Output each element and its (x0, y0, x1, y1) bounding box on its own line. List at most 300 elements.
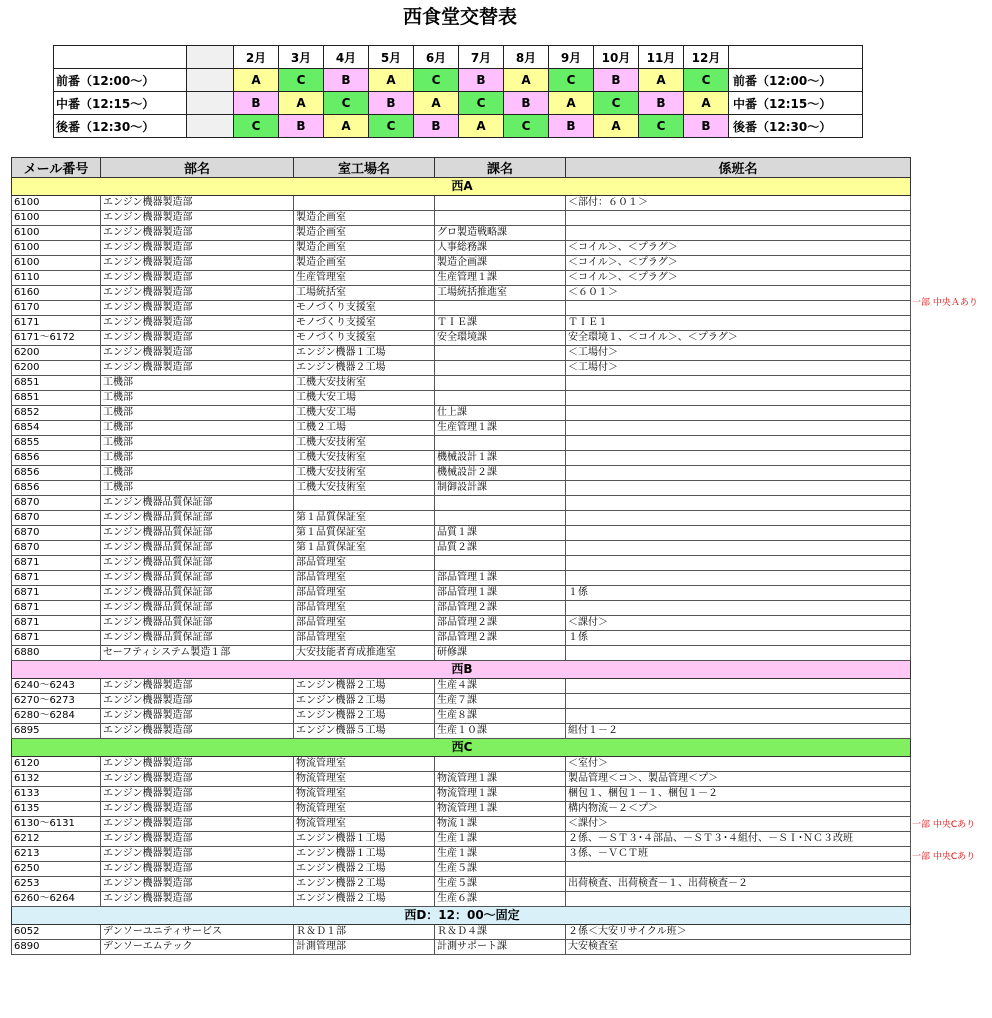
shift-group-cell: B (639, 92, 684, 115)
table-row (12, 241, 911, 256)
table-row (12, 346, 911, 361)
shift-group-cell: C (414, 69, 459, 92)
shift-group-cell: A (324, 115, 369, 138)
office-plant-cell: 製造企画室 (294, 256, 435, 271)
shift-group-cell: B (594, 69, 639, 92)
department-cell: エンジン機器製造部 (101, 211, 294, 226)
shift-group-cell: B (684, 115, 729, 138)
table-row (12, 511, 911, 526)
shift-group-cell: B (504, 92, 549, 115)
department-cell: エンジン機器製造部 (101, 757, 294, 772)
office-plant-cell: 物流管理室 (294, 772, 435, 787)
section-title: 西A (12, 178, 911, 196)
shift-group-cell: C (639, 115, 684, 138)
table-row (12, 772, 911, 787)
mail-number-cell: 6213 (12, 847, 101, 862)
section-cell (435, 361, 566, 376)
schedule-shift-row (54, 69, 863, 92)
office-plant-cell: 製造企画室 (294, 226, 435, 241)
team-cell: ＜６０１＞ (566, 286, 911, 301)
team-cell (566, 496, 911, 511)
office-plant-cell: モノづくり支援室 (294, 316, 435, 331)
table-row (12, 847, 911, 862)
section-cell (435, 196, 566, 211)
shift-group-cell: C (369, 115, 414, 138)
mail-number-cell: 6100 (12, 211, 101, 226)
section-cell: 物流１課 (435, 817, 566, 832)
shift-group-cell: C (234, 115, 279, 138)
section-cell: 部品管理２課 (435, 601, 566, 616)
table-row (12, 586, 911, 601)
team-cell: ２係＜大安リサイクル班＞ (566, 925, 911, 940)
team-cell: 組付１－２ (566, 724, 911, 739)
mail-number-cell: 6212 (12, 832, 101, 847)
note-central-c-1: 一部 中央Cあり (912, 820, 976, 830)
shift-group-cell: B (234, 92, 279, 115)
office-plant-cell: 部品管理室 (294, 586, 435, 601)
schedule-month: 9月 (549, 46, 594, 69)
team-cell (566, 556, 911, 571)
table-row (12, 556, 911, 571)
mail-number-cell: 6132 (12, 772, 101, 787)
department-cell: エンジン機器製造部 (101, 346, 294, 361)
department-cell: 工機部 (101, 436, 294, 451)
department-cell: エンジン機器製造部 (101, 694, 294, 709)
department-cell: エンジン機器製造部 (101, 724, 294, 739)
office-plant-cell: モノづくり支援室 (294, 331, 435, 346)
department-cell: エンジン機器品質保証部 (101, 616, 294, 631)
table-row (12, 832, 911, 847)
office-plant-cell: 計測管理部 (294, 940, 435, 955)
table-row (12, 421, 911, 436)
schedule-month: 2月 (234, 46, 279, 69)
mail-number-cell: 6110 (12, 271, 101, 286)
section-cell: 物流管理１課 (435, 787, 566, 802)
schedule-shift-row (54, 92, 863, 115)
team-cell: 製品管理＜コ＞、製品管理＜プ＞ (566, 772, 911, 787)
office-plant-cell: 物流管理室 (294, 802, 435, 817)
table-row (12, 451, 911, 466)
mail-number-cell: 6855 (12, 436, 101, 451)
department-cell: エンジン機器製造部 (101, 892, 294, 907)
table-row (12, 601, 911, 616)
office-plant-cell: エンジン機器２工場 (294, 709, 435, 724)
schedule-month: 8月 (504, 46, 549, 69)
section-cell: 生産１課 (435, 832, 566, 847)
section-cell (435, 757, 566, 772)
department-cell: エンジン機器製造部 (101, 271, 294, 286)
mail-number-cell: 6260～6264 (12, 892, 101, 907)
section-cell: 研修課 (435, 646, 566, 661)
shift-group-cell: C (504, 115, 549, 138)
department-cell: 工機部 (101, 391, 294, 406)
office-plant-cell: 部品管理室 (294, 601, 435, 616)
department-cell: エンジン機器製造部 (101, 817, 294, 832)
department-cell: エンジン機器製造部 (101, 241, 294, 256)
section-cell: 仕上課 (435, 406, 566, 421)
office-plant-cell: 物流管理室 (294, 757, 435, 772)
schedule-month-row (54, 46, 863, 69)
team-cell (566, 451, 911, 466)
table-row (12, 787, 911, 802)
mail-number-cell: 6870 (12, 526, 101, 541)
mail-number-cell: 6171～6172 (12, 331, 101, 346)
page-title: 西食堂交替表 (402, 6, 517, 28)
office-plant-cell: 第１品質保証室 (294, 526, 435, 541)
schedule-blank-cell (187, 115, 234, 138)
office-plant-cell: 第１品質保証室 (294, 511, 435, 526)
mail-number-cell: 6880 (12, 646, 101, 661)
team-cell: １係 (566, 631, 911, 646)
mail-number-cell: 6250 (12, 862, 101, 877)
department-cell: エンジン機器品質保証部 (101, 526, 294, 541)
shift-group-cell: B (549, 115, 594, 138)
department-cell: エンジン機器品質保証部 (101, 571, 294, 586)
team-cell: 出荷検査、出荷検査－１、出荷検査－２ (566, 877, 911, 892)
shift-label-right: 中番（12:15～） (729, 92, 863, 115)
office-plant-cell: モノづくり支援室 (294, 301, 435, 316)
team-cell (566, 481, 911, 496)
table-row (12, 316, 911, 331)
section-title: 西B (12, 661, 911, 679)
office-plant-cell (294, 196, 435, 211)
section-header-row (12, 178, 911, 196)
table-row (12, 802, 911, 817)
office-plant-cell: 工機大安技術室 (294, 376, 435, 391)
team-cell: ＜コイル＞、＜プラグ＞ (566, 256, 911, 271)
header-mail-number: メール番号 (12, 158, 101, 178)
schedule-corner-cell (729, 46, 863, 69)
section-cell: Ｒ＆Ｄ４課 (435, 925, 566, 940)
schedule-month: 11月 (639, 46, 684, 69)
office-plant-cell: エンジン機器２工場 (294, 679, 435, 694)
mail-number-cell: 6120 (12, 757, 101, 772)
schedule-blank-cell (187, 69, 234, 92)
table-row (12, 940, 911, 955)
section-cell: 機械設計２課 (435, 466, 566, 481)
team-cell (566, 421, 911, 436)
section-cell: 生産管理１課 (435, 421, 566, 436)
section-cell: 安全環境課 (435, 331, 566, 346)
department-cell: 工機部 (101, 406, 294, 421)
shift-group-cell: B (369, 92, 414, 115)
mail-number-cell: 6240～6243 (12, 679, 101, 694)
section-cell: 生産４課 (435, 679, 566, 694)
section-cell: 生産６課 (435, 892, 566, 907)
assignment-table (11, 157, 911, 955)
shift-group-cell: C (459, 92, 504, 115)
office-plant-cell: 工機大安工場 (294, 406, 435, 421)
table-row (12, 925, 911, 940)
table-row (12, 616, 911, 631)
office-plant-cell: 工機大安技術室 (294, 481, 435, 496)
shift-group-cell: B (459, 69, 504, 92)
section-cell: 生産１０課 (435, 724, 566, 739)
office-plant-cell: 物流管理室 (294, 817, 435, 832)
office-plant-cell: エンジン機器１工場 (294, 847, 435, 862)
team-cell (566, 406, 911, 421)
office-plant-cell: 部品管理室 (294, 556, 435, 571)
section-cell: 品質２課 (435, 541, 566, 556)
department-cell: 工機部 (101, 376, 294, 391)
team-cell (566, 646, 911, 661)
header-office-plant: 室工場名 (294, 158, 435, 178)
shift-group-cell: A (549, 92, 594, 115)
section-cell: 計測サポート課 (435, 940, 566, 955)
department-cell: エンジン機器製造部 (101, 316, 294, 331)
department-cell: エンジン機器品質保証部 (101, 601, 294, 616)
mail-number-cell: 6870 (12, 541, 101, 556)
team-cell: 大安検査室 (566, 940, 911, 955)
section-cell (435, 211, 566, 226)
mail-number-cell: 6133 (12, 787, 101, 802)
team-cell: ＜室付＞ (566, 757, 911, 772)
team-cell: 構内物流－２＜プ＞ (566, 802, 911, 817)
section-cell: 制御設計課 (435, 481, 566, 496)
section-cell: ＴＩＥ課 (435, 316, 566, 331)
shift-group-cell: A (639, 69, 684, 92)
office-plant-cell: エンジン機器１工場 (294, 346, 435, 361)
shift-label: 中番（12:15～） (54, 92, 187, 115)
section-cell: グロ製造戦略課 (435, 226, 566, 241)
team-cell: 安全環境１、＜コイル＞、＜プラグ＞ (566, 331, 911, 346)
team-cell (566, 862, 911, 877)
team-cell (566, 436, 911, 451)
department-cell: エンジン機器品質保証部 (101, 556, 294, 571)
table-row (12, 286, 911, 301)
department-cell: エンジン機器製造部 (101, 256, 294, 271)
mail-number-cell: 6870 (12, 496, 101, 511)
team-cell (566, 679, 911, 694)
office-plant-cell: 工機大安技術室 (294, 451, 435, 466)
shift-group-cell: A (684, 92, 729, 115)
mail-number-cell: 6871 (12, 631, 101, 646)
section-cell (435, 301, 566, 316)
table-row (12, 226, 911, 241)
team-cell: ＜部付：６０１＞ (566, 196, 911, 211)
note-central-a: 一部 中央Ａあり (912, 298, 978, 308)
section-cell: 生産管理１課 (435, 271, 566, 286)
header-team: 係班名 (566, 158, 911, 178)
table-row (12, 496, 911, 511)
section-header-row (12, 739, 911, 757)
office-plant-cell: エンジン機器５工場 (294, 724, 435, 739)
shift-group-cell: A (279, 92, 324, 115)
section-cell (435, 376, 566, 391)
header-department: 部名 (101, 158, 294, 178)
table-row (12, 862, 911, 877)
table-row (12, 376, 911, 391)
table-row (12, 646, 911, 661)
shift-group-cell: A (594, 115, 639, 138)
team-cell (566, 709, 911, 724)
team-cell (566, 376, 911, 391)
schedule-month: 12月 (684, 46, 729, 69)
table-row (12, 391, 911, 406)
mail-number-cell: 6160 (12, 286, 101, 301)
mail-number-cell: 6253 (12, 877, 101, 892)
section-cell: 品質１課 (435, 526, 566, 541)
section-cell (435, 346, 566, 361)
mail-number-cell: 6856 (12, 451, 101, 466)
table-row (12, 466, 911, 481)
schedule-blank-cell (187, 92, 234, 115)
shift-group-cell: C (324, 92, 369, 115)
team-cell (566, 694, 911, 709)
table-row (12, 631, 911, 646)
department-cell: エンジン機器品質保証部 (101, 496, 294, 511)
mail-number-cell: 6200 (12, 346, 101, 361)
office-plant-cell: エンジン機器２工場 (294, 361, 435, 376)
department-cell: エンジン機器製造部 (101, 787, 294, 802)
mail-number-cell: 6170 (12, 301, 101, 316)
table-row (12, 877, 911, 892)
table-row (12, 817, 911, 832)
note-central-c-2: 一部 中央Cあり (912, 852, 976, 862)
team-cell (566, 301, 911, 316)
table-row (12, 361, 911, 376)
schedule-month: 7月 (459, 46, 504, 69)
office-plant-cell: 製造企画室 (294, 211, 435, 226)
department-cell: エンジン機器製造部 (101, 802, 294, 817)
team-cell: ＜課付＞ (566, 817, 911, 832)
mail-number-cell: 6856 (12, 466, 101, 481)
table-row (12, 271, 911, 286)
team-cell (566, 892, 911, 907)
department-cell: エンジン機器製造部 (101, 832, 294, 847)
section-cell (435, 436, 566, 451)
shift-group-cell: C (684, 69, 729, 92)
rotation-schedule-table (53, 45, 863, 138)
section-cell: 人事総務課 (435, 241, 566, 256)
team-cell: ＜課付＞ (566, 616, 911, 631)
table-row (12, 211, 911, 226)
team-cell: １係 (566, 586, 911, 601)
schedule-month: 10月 (594, 46, 639, 69)
department-cell: エンジン機器品質保証部 (101, 631, 294, 646)
department-cell: デンソーエムテック (101, 940, 294, 955)
table-header-row (12, 158, 911, 178)
shift-label: 前番（12:00～） (54, 69, 187, 92)
section-cell: 部品管理１課 (435, 571, 566, 586)
department-cell: エンジン機器品質保証部 (101, 586, 294, 601)
office-plant-cell: 部品管理室 (294, 571, 435, 586)
table-row (12, 757, 911, 772)
office-plant-cell: 工機大安工場 (294, 391, 435, 406)
mail-number-cell: 6871 (12, 601, 101, 616)
section-cell: 生産１課 (435, 847, 566, 862)
mail-number-cell: 6854 (12, 421, 101, 436)
mail-number-cell: 6852 (12, 406, 101, 421)
team-cell: ＜工場付＞ (566, 361, 911, 376)
department-cell: エンジン機器製造部 (101, 862, 294, 877)
office-plant-cell: エンジン機器２工場 (294, 862, 435, 877)
office-plant-cell: エンジン機器２工場 (294, 877, 435, 892)
mail-number-cell: 6270～6273 (12, 694, 101, 709)
section-cell: 機械設計１課 (435, 451, 566, 466)
department-cell: エンジン機器製造部 (101, 361, 294, 376)
office-plant-cell: 第１品質保証室 (294, 541, 435, 556)
shift-group-cell: C (549, 69, 594, 92)
department-cell: エンジン機器製造部 (101, 331, 294, 346)
department-cell: エンジン機器製造部 (101, 196, 294, 211)
schedule-shift-row (54, 115, 863, 138)
office-plant-cell: エンジン機器１工場 (294, 832, 435, 847)
department-cell: セーフティシステム製造１部 (101, 646, 294, 661)
team-cell (566, 466, 911, 481)
team-cell: ２係、－ＳＴ３･４部品、－ＳＴ３･４組付、－ＳＩ･ＮＣ３改班 (566, 832, 911, 847)
team-cell (566, 391, 911, 406)
shift-group-cell: B (324, 69, 369, 92)
section-cell (435, 511, 566, 526)
table-row (12, 436, 911, 451)
department-cell: エンジン機器製造部 (101, 226, 294, 241)
section-cell (435, 556, 566, 571)
mail-number-cell: 6100 (12, 256, 101, 271)
team-cell: ３係、－ＶＣＴ班 (566, 847, 911, 862)
header-section: 課名 (435, 158, 566, 178)
team-cell (566, 601, 911, 616)
section-cell: 部品管理２課 (435, 616, 566, 631)
department-cell: エンジン機器製造部 (101, 301, 294, 316)
section-cell: 物流管理１課 (435, 802, 566, 817)
table-row (12, 406, 911, 421)
office-plant-cell: Ｒ＆Ｄ１部 (294, 925, 435, 940)
shift-group-cell: B (414, 115, 459, 138)
table-row (12, 481, 911, 496)
table-row (12, 196, 911, 211)
office-plant-cell: 大安技能者育成推進室 (294, 646, 435, 661)
office-plant-cell: 工機２工場 (294, 421, 435, 436)
mail-number-cell: 6871 (12, 586, 101, 601)
office-plant-cell: 工場統括室 (294, 286, 435, 301)
mail-number-cell: 6100 (12, 196, 101, 211)
department-cell: 工機部 (101, 451, 294, 466)
section-cell: 物流管理１課 (435, 772, 566, 787)
department-cell: デンソーユニティサービス (101, 925, 294, 940)
mail-number-cell: 6895 (12, 724, 101, 739)
team-cell (566, 541, 911, 556)
mail-number-cell: 6135 (12, 802, 101, 817)
schedule-month: 5月 (369, 46, 414, 69)
schedule-corner-cell (54, 46, 187, 69)
department-cell: 工機部 (101, 481, 294, 496)
shift-group-cell: B (279, 115, 324, 138)
team-cell (566, 526, 911, 541)
mail-number-cell: 6280～6284 (12, 709, 101, 724)
shift-label-right: 後番（12:30～） (729, 115, 863, 138)
mail-number-cell: 6100 (12, 241, 101, 256)
office-plant-cell: エンジン機器２工場 (294, 694, 435, 709)
mail-number-cell: 6871 (12, 571, 101, 586)
department-cell: エンジン機器製造部 (101, 772, 294, 787)
table-row (12, 301, 911, 316)
schedule-month: 4月 (324, 46, 369, 69)
office-plant-cell (294, 496, 435, 511)
table-row (12, 709, 911, 724)
team-cell (566, 571, 911, 586)
shift-label-right: 前番（12:00～） (729, 69, 863, 92)
section-cell: 部品管理２課 (435, 631, 566, 646)
table-row (12, 679, 911, 694)
department-cell: エンジン機器製造部 (101, 709, 294, 724)
section-cell: 生産８課 (435, 709, 566, 724)
team-cell: ＜工場付＞ (566, 346, 911, 361)
office-plant-cell: 製造企画室 (294, 241, 435, 256)
table-row (12, 541, 911, 556)
section-cell: 製造企画課 (435, 256, 566, 271)
team-cell: ＜コイル＞、＜プラグ＞ (566, 271, 911, 286)
